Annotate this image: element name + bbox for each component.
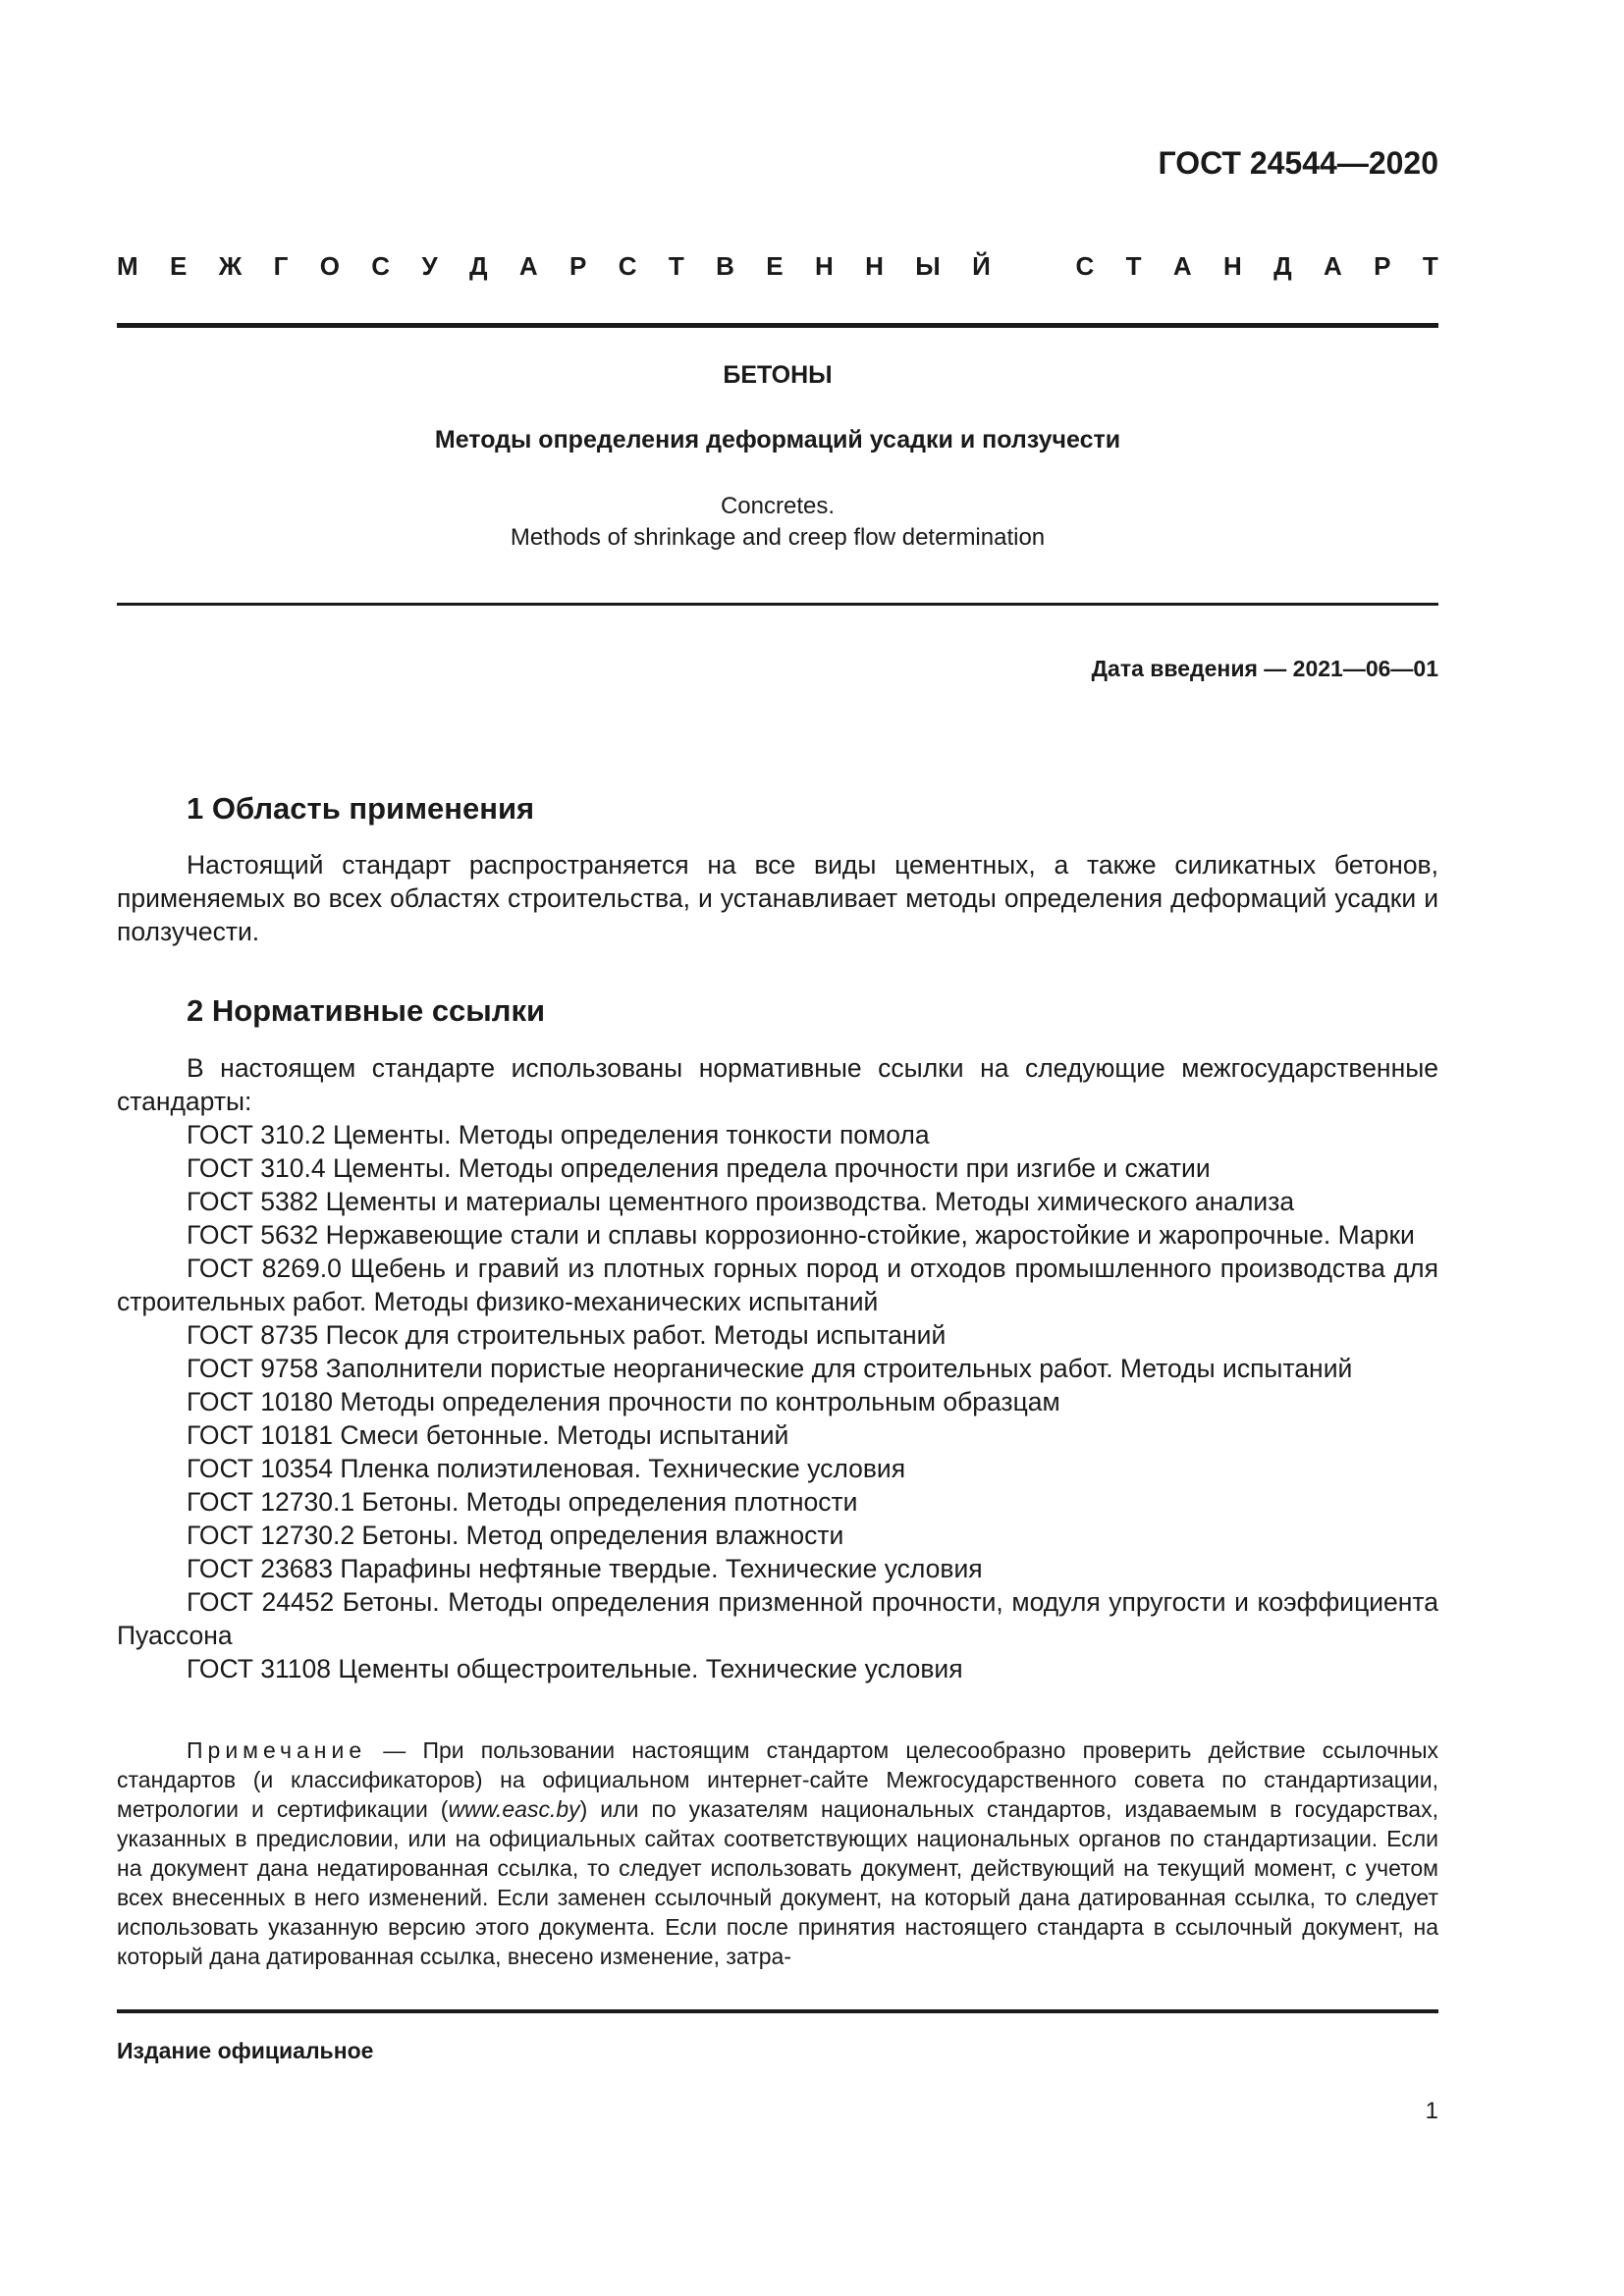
standard-series-line <box>117 251 1438 282</box>
series-letter: А <box>518 251 538 281</box>
reference-item: ГОСТ 5382 Цементы и материалы цементного производства. Методы химического анализа <box>187 1187 1295 1216</box>
document-code: ГОСТ 24544—2020 <box>1158 145 1438 181</box>
introduction-date: Дата введения — 2021—06—01 <box>1091 656 1438 681</box>
note-text-before-url: — При пользовании настоящим стандартом целесообразно проверить действие ссылочных стандартов (и классификаторов) на официальном интернет-сайте Межгосударственного совета по стандартизации, метрологии и сертификации ( <box>117 1737 1438 1822</box>
section-2-heading: 2 Нормативные ссылки <box>187 993 546 1028</box>
official-edition-label: Издание официальное <box>117 2038 374 2063</box>
section-2-body <box>117 1051 1438 1685</box>
reference-item: ГОСТ 8735 Песок для строительных работ. Методы испытаний <box>187 1320 947 1350</box>
series-letter: Г <box>273 251 289 281</box>
series-letter: Р <box>1374 251 1391 281</box>
series-letter: С <box>371 251 391 281</box>
series-letter: Д <box>468 251 488 281</box>
series-letter: Д <box>1273 251 1292 281</box>
section-1-paragraph: Настоящий стандарт распространяется на все виды цементных, а также силикатных бетонов, применяемых во всех областях строительства, и устанавливает методы определения деформаций усадки и ползучести. <box>117 850 1438 946</box>
reference-item: ГОСТ 10354 Пленка полиэтиленовая. Технические условия <box>187 1454 906 1483</box>
easc-website-link[interactable]: www.easc.by <box>448 1796 580 1822</box>
reference-item: ГОСТ 10180 Методы определения прочности по контрольным образцам <box>187 1387 1060 1416</box>
series-letter: Ы <box>915 251 941 281</box>
series-letter: Е <box>766 251 784 281</box>
series-letter: Т <box>1125 251 1142 281</box>
reference-item: ГОСТ 9758 Заполнители пористые неорганические для строительных работ. Методы испытаний <box>187 1354 1353 1383</box>
reference-item: ГОСТ 310.4 Цементы. Методы определения предела прочности при изгибе и сжатии <box>187 1153 1211 1183</box>
reference-item: ГОСТ 23683 Парафины нефтяные твердые. Технические условия <box>187 1554 983 1583</box>
reference-item: ГОСТ 24452 Бетоны. Методы определения призменной прочности, модуля упругости и коэффициента Пуассона <box>117 1587 1438 1650</box>
series-letter: В <box>716 251 734 281</box>
top-rule <box>117 323 1438 328</box>
references-note <box>117 1735 1438 1971</box>
note-text-after-url: ) или по указателям национальных стандартов, издаваемым в государствах, указанных в предисловии, или на официальных сайтах соответствующих национальных органов по стандартизации. Если на документ дана недатированная ссылка, то следует использовать документ, действующий на текущий момент, с учетом всех внесенных в него изменений. Если заменен ссылочный документ, на который дана датированная ссылка, то следует использовать указанную версию этого документа. Если после принятия настоящего стандарта в ссылочный документ, на который дана датированная ссылка, внесено изменение, затра- <box>117 1796 1438 1969</box>
english-title-line-1: Concretes. <box>720 493 836 519</box>
reference-item: ГОСТ 5632 Нержавеющие стали и сплавы коррозионно-стойкие, жаростойкие и жаропрочные. Марки <box>187 1220 1415 1250</box>
series-letter: М <box>117 251 138 281</box>
reference-item: ГОСТ 12730.2 Бетоны. Метод определения влажности <box>187 1521 844 1550</box>
series-letter: У <box>421 251 438 281</box>
series-letter: Ж <box>218 251 243 281</box>
page-number: 1 <box>1425 2098 1438 2124</box>
series-letter: С <box>1075 251 1095 281</box>
reference-item: ГОСТ 12730.1 Бетоны. Методы определения плотности <box>187 1487 858 1517</box>
title-rule <box>117 603 1438 606</box>
series-letter: А <box>1324 251 1342 281</box>
normative-references-list <box>117 1118 1438 1685</box>
footer-rule <box>117 2009 1438 2013</box>
reference-item: ГОСТ 31108 Цементы общестроительные. Технические условия <box>187 1654 963 1683</box>
series-letter: Е <box>170 251 188 281</box>
series-letter: Н <box>1223 251 1242 281</box>
series-letter: Н <box>814 251 834 281</box>
series-letter: Й <box>972 251 991 281</box>
note-label: Примечание <box>187 1737 367 1763</box>
series-letter: С <box>618 251 637 281</box>
series-letter: Т <box>1422 251 1438 281</box>
document-subtitle: Методы определения деформаций усадки и ползучести <box>434 426 1121 454</box>
reference-item: ГОСТ 8269.0 Щебень и гравий из плотных горных пород и отходов промышленного производства для строительных работ. Методы физико-механических испытаний <box>117 1254 1438 1316</box>
series-word-gap <box>1022 251 1044 282</box>
section-1-heading: 1 Область применения <box>187 791 535 826</box>
series-letter: Р <box>569 251 587 281</box>
series-letter: Н <box>865 251 884 281</box>
series-letter: О <box>319 251 340 281</box>
section-1-body <box>117 848 1438 948</box>
reference-item: ГОСТ 10181 Смеси бетонные. Методы испытаний <box>187 1420 789 1450</box>
series-letter: Т <box>668 251 684 281</box>
english-title <box>117 491 1438 554</box>
series-letter: А <box>1172 251 1192 281</box>
english-title-line-2: Methods of shrinkage and creep flow determination <box>510 524 1046 551</box>
reference-item: ГОСТ 310.2 Цементы. Методы определения тонкости помола <box>187 1120 930 1149</box>
section-2-intro: В настоящем стандарте использованы нормативные ссылки на следующие межгосударственные стандарты: <box>117 1053 1438 1116</box>
document-title: БЕТОНЫ <box>723 361 833 389</box>
